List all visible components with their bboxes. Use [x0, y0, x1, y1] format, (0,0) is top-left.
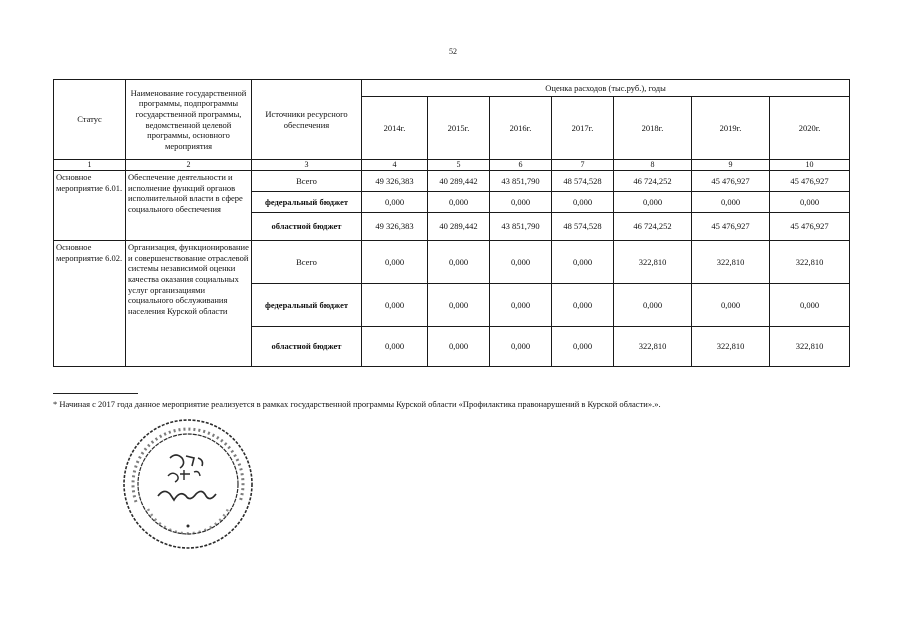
value-cell: 0,000 [770, 192, 850, 213]
value-cell: 0,000 [552, 241, 614, 284]
value-cell: 0,000 [428, 192, 490, 213]
value-cell: 322,810 [692, 241, 770, 284]
value-cell: 49 326,383 [362, 213, 428, 241]
value-cell: 48 574,528 [552, 213, 614, 241]
value-cell: 0,000 [490, 284, 552, 327]
header-year: 2020г. [770, 97, 850, 160]
column-number: 8 [614, 160, 692, 171]
value-cell: 0,000 [614, 284, 692, 327]
status-cell: Основное мероприятие 6.01. [54, 171, 126, 241]
value-cell: 46 724,252 [614, 171, 692, 192]
value-cell: 0,000 [362, 192, 428, 213]
value-cell: 49 326,383 [362, 171, 428, 192]
value-cell: 45 476,927 [770, 171, 850, 192]
header-status: Статус [54, 80, 126, 160]
value-cell: 0,000 [552, 284, 614, 327]
source-cell: областной бюджет [252, 327, 362, 367]
program-name-cell: Обеспечение деятельности и исполнение функций органов исполнительной власти в сфере социального обеспечения [126, 171, 252, 241]
value-cell: 0,000 [428, 241, 490, 284]
value-cell: 0,000 [428, 284, 490, 327]
value-cell: 322,810 [770, 327, 850, 367]
value-cell: 46 724,252 [614, 213, 692, 241]
column-number: 2 [126, 160, 252, 171]
value-cell: 0,000 [692, 284, 770, 327]
source-cell: федеральный бюджет [252, 192, 362, 213]
status-cell: Основное мероприятие 6.02. [54, 241, 126, 367]
budget-table [53, 79, 850, 367]
header-year: 2018г. [614, 97, 692, 160]
column-number: 4 [362, 160, 428, 171]
value-cell: 43 851,790 [490, 213, 552, 241]
value-cell: 43 851,790 [490, 171, 552, 192]
column-number: 3 [252, 160, 362, 171]
header-year: 2019г. [692, 97, 770, 160]
column-number: 6 [490, 160, 552, 171]
value-cell: 0,000 [428, 327, 490, 367]
column-number: 7 [552, 160, 614, 171]
header-year: 2017г. [552, 97, 614, 160]
value-cell: 0,000 [362, 327, 428, 367]
value-cell: 322,810 [692, 327, 770, 367]
header-year: 2016г. [490, 97, 552, 160]
value-cell: 40 289,442 [428, 171, 490, 192]
value-cell: 0,000 [692, 192, 770, 213]
column-number: 1 [54, 160, 126, 171]
value-cell: 322,810 [770, 241, 850, 284]
official-stamp [118, 414, 258, 554]
value-cell: 0,000 [362, 241, 428, 284]
header-year: 2014г. [362, 97, 428, 160]
header-funding-source: Источники ресурсного обеспечения [252, 80, 362, 160]
source-cell: областной бюджет [252, 213, 362, 241]
value-cell: 0,000 [490, 192, 552, 213]
value-cell: 0,000 [490, 241, 552, 284]
page-number: 52 [449, 47, 457, 56]
source-cell: федеральный бюджет [252, 284, 362, 327]
table-row [54, 241, 850, 284]
value-cell: 0,000 [490, 327, 552, 367]
value-cell: 45 476,927 [692, 171, 770, 192]
value-cell: 0,000 [552, 327, 614, 367]
header-year: 2015г. [428, 97, 490, 160]
table-row [54, 171, 850, 192]
source-cell: Всего [252, 171, 362, 192]
footnote-divider [53, 393, 138, 394]
value-cell: 0,000 [552, 192, 614, 213]
value-cell: 48 574,528 [552, 171, 614, 192]
value-cell: 45 476,927 [770, 213, 850, 241]
source-cell: Всего [252, 241, 362, 284]
header-program-name: Наименование государственной программы, подпрограммы государственной программы, ведомственной целевой программы, основного мероприятия [126, 80, 252, 160]
value-cell: 0,000 [770, 284, 850, 327]
value-cell: 45 476,927 [692, 213, 770, 241]
column-number-row [54, 160, 850, 171]
program-name-cell: Организация, функционирование и совершенствование отраслевой системы независимой оценки качества оказания социальных услуг организациями социального обслуживания населения Курской области [126, 241, 252, 367]
footnote: * Начиная с 2017 года данное мероприятие реализуется в рамках государственной программы Курской области «Профилактика правонарушений в Курской области».». [53, 399, 661, 409]
value-cell: 0,000 [362, 284, 428, 327]
column-number: 5 [428, 160, 490, 171]
column-number: 10 [770, 160, 850, 171]
header-cost-estimate: Оценка расходов (тыс.руб.), годы [362, 80, 850, 97]
value-cell: 322,810 [614, 327, 692, 367]
value-cell: 0,000 [614, 192, 692, 213]
value-cell: 40 289,442 [428, 213, 490, 241]
value-cell: 322,810 [614, 241, 692, 284]
column-number: 9 [692, 160, 770, 171]
